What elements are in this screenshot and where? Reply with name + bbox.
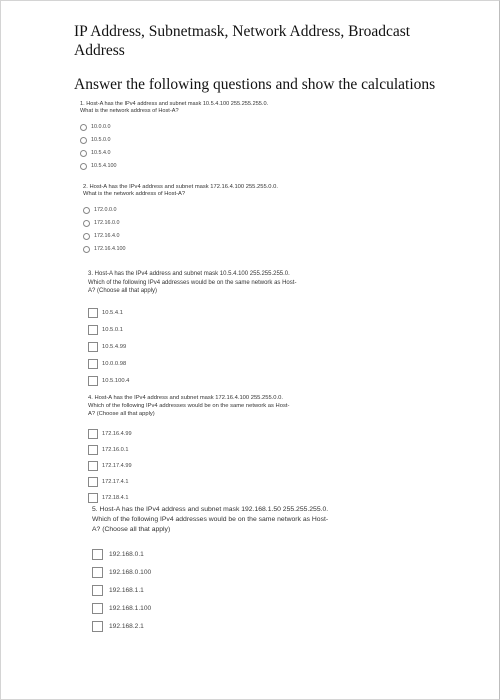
question-4-option[interactable] <box>88 460 428 471</box>
question-4-option[interactable] <box>88 492 428 503</box>
option-label: 192.168.0.100 <box>109 568 152 576</box>
checkbox[interactable] <box>88 429 98 439</box>
question-2 <box>83 184 413 258</box>
option-label: 10.5.4.99 <box>102 343 127 350</box>
option-label: 192.168.1.1 <box>109 586 144 594</box>
question-4-option[interactable] <box>88 428 428 439</box>
question-5-option[interactable] <box>92 602 452 615</box>
radio-button[interactable] <box>83 207 90 214</box>
radio-button[interactable] <box>83 246 90 253</box>
page-subtitle: Answer the following questions and show the calculations <box>74 76 436 93</box>
question-1-option[interactable] <box>80 149 400 157</box>
option-label: 10.5.4.0 <box>91 149 111 156</box>
question-5-options <box>92 548 452 633</box>
option-label: 172.0.0.0 <box>94 206 117 213</box>
checkbox[interactable] <box>88 342 98 352</box>
question-1-options <box>80 123 400 170</box>
checkbox[interactable] <box>92 567 103 578</box>
radio-button[interactable] <box>80 163 87 170</box>
question-2-option[interactable] <box>83 206 413 214</box>
question-5-option[interactable] <box>92 566 452 579</box>
option-label: 192.168.1.100 <box>109 604 152 612</box>
question-2-text: 2. Host-A has the IPv4 address and subnet mask 172.16.4.100 255.255.0.0. What is the network address of Host-A? <box>83 184 278 197</box>
question-1 <box>80 101 400 175</box>
question-4-option[interactable] <box>88 444 428 455</box>
checkbox[interactable] <box>88 325 98 335</box>
radio-button[interactable] <box>80 124 87 131</box>
option-label: 10.0.0.98 <box>102 360 127 367</box>
radio-button[interactable] <box>83 233 90 240</box>
checkbox[interactable] <box>88 493 98 503</box>
question-4-options <box>88 428 428 503</box>
question-1-option[interactable] <box>80 162 400 170</box>
checkbox[interactable] <box>88 461 98 471</box>
question-2-option[interactable] <box>83 245 413 253</box>
option-label: 10.0.0.0 <box>91 123 111 130</box>
option-label: 172.18.4.1 <box>102 494 129 501</box>
option-label: 172.16.0.0 <box>94 219 120 226</box>
page-title: IP Address, Subnetmask, Network Address, Broadcast Address <box>74 23 411 59</box>
option-label: 192.168.2.1 <box>109 622 144 630</box>
option-label: 10.5.0.1 <box>102 326 123 333</box>
question-5-option[interactable] <box>92 620 452 633</box>
question-4 <box>88 394 428 508</box>
checkbox[interactable] <box>88 359 98 369</box>
radio-button[interactable] <box>80 137 87 144</box>
option-label: 172.16.4.99 <box>102 430 132 437</box>
question-3-options <box>88 308 428 387</box>
question-2-option[interactable] <box>83 232 413 240</box>
checkbox[interactable] <box>88 477 98 487</box>
checkbox[interactable] <box>92 603 103 614</box>
checkbox[interactable] <box>88 376 98 386</box>
question-1-option[interactable] <box>80 123 400 131</box>
question-4-option[interactable] <box>88 476 428 487</box>
option-label: 10.5.0.0 <box>91 136 111 143</box>
option-label: 10.5.4.1 <box>102 309 123 316</box>
question-5-option[interactable] <box>92 548 452 561</box>
question-3-option[interactable] <box>88 376 428 387</box>
option-label: 10.5.100.4 <box>102 377 130 384</box>
checkbox[interactable] <box>92 585 103 596</box>
radio-button[interactable] <box>83 220 90 227</box>
question-5-option[interactable] <box>92 584 452 597</box>
option-label: 172.17.4.99 <box>102 462 132 469</box>
option-label: 172.17.4.1 <box>102 478 129 485</box>
question-3-option[interactable] <box>88 308 428 319</box>
radio-button[interactable] <box>80 150 87 157</box>
checkbox[interactable] <box>92 549 103 560</box>
checkbox[interactable] <box>92 621 103 632</box>
option-label: 192.168.0.1 <box>109 550 144 558</box>
question-3-option[interactable] <box>88 359 428 370</box>
question-3-option[interactable] <box>88 325 428 336</box>
question-3-text: 3. Host-A has the IPv4 address and subnet mask 10.5.4.100 255.255.255.0. Which of the following IPv4 addresses would be on the same network as Host- A? (Choose all that apply) <box>88 271 297 294</box>
question-4-text: 4. Host-A has the IPv4 address and subnet mask 172.16.4.100 255.255.0.0. Which of the following IPv4 addresses would be on the same network as Host- A? (Choose all that apply) <box>88 395 290 417</box>
option-label: 172.16.4.100 <box>94 245 126 252</box>
checkbox[interactable] <box>88 308 98 318</box>
question-2-option[interactable] <box>83 219 413 227</box>
checkbox[interactable] <box>88 445 98 455</box>
question-3 <box>88 270 428 393</box>
option-label: 172.16.0.1 <box>102 446 129 453</box>
question-3-option[interactable] <box>88 342 428 353</box>
question-5 <box>92 505 452 638</box>
question-1-option[interactable] <box>80 136 400 144</box>
question-5-text: 5. Host-A has the IPv4 address and subnet mask 192.168.1.50 255.255.255.0. Which of the following IPv4 addresses would be on the same network as Host- A? (Choose all that apply) <box>92 506 329 533</box>
option-label: 10.5.4.100 <box>91 162 117 169</box>
question-1-text: 1. Host-A has the IPv4 address and subnet mask 10.5.4.100 255.255.255.0. What is the network address of Host-A? <box>80 101 269 114</box>
option-label: 172.16.4.0 <box>94 232 120 239</box>
question-2-options <box>83 206 413 253</box>
